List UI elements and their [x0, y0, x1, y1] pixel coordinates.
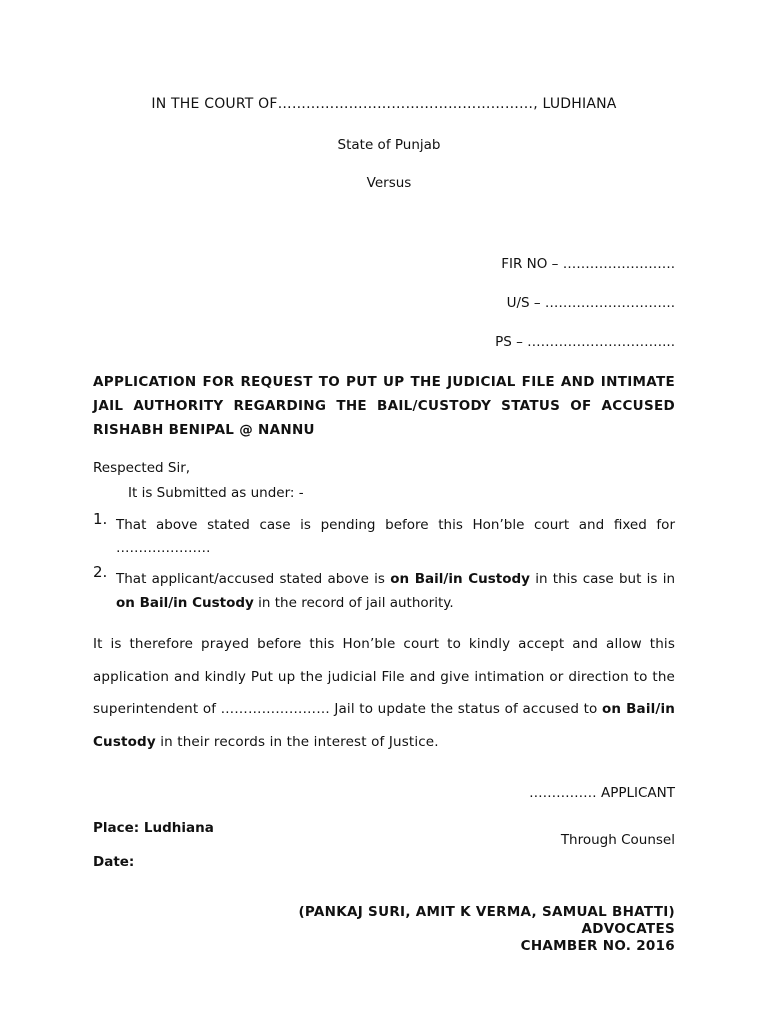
versus-label: Versus [366, 175, 412, 191]
advocate-names: (PANKAJ SURI, AMIT K VERMA, SAMUAL BHATTI) [298, 904, 675, 920]
prayer-text-after: in their records in the interest of Justice. [155, 733, 439, 750]
intro-line: It is Submitted as under: - [128, 485, 304, 501]
date-line: Date: [93, 854, 135, 870]
court-heading: IN THE COURT OF………………………………………………, LUDHIANA [151, 96, 617, 112]
prayer-text-before: It is therefore prayed before this Hon’ble court to kindly accept and allow this application and kindly Put up the judicial File and give intimation or direction to the superintendent of …………………… Jail to update the status of accused to [93, 636, 675, 717]
prayer-paragraph [93, 628, 675, 758]
us-section-line [507, 295, 675, 311]
police-station-line [495, 334, 675, 350]
item-2-text [116, 567, 675, 615]
item-2-text-after: in the record of jail authority. [253, 595, 454, 611]
item-2-number: 2. [93, 563, 108, 581]
us-section-text: U/S – ……………………….. [506, 295, 675, 311]
item-2-status-bold-1: on Bail/in Custody [390, 571, 530, 587]
prayer-status-bold: on Bail/in Custody [93, 701, 675, 750]
item-1-number: 1. [93, 510, 108, 528]
complainant-party: State of Punjab [337, 137, 441, 153]
item-2-text-middle: in this case but is in [529, 571, 676, 587]
fir-number-line [501, 256, 675, 272]
item-1-text: That above stated case is pending before this Hon’ble court and fixed for ………………… [116, 517, 675, 556]
place-line: Place: Ludhiana [93, 820, 214, 836]
chamber-number: CHAMBER NO. 2016 [520, 938, 675, 954]
item-2-status-bold-2: on Bail/in Custody [116, 595, 254, 611]
application-title: APPLICATION FOR REQUEST TO PUT UP THE JUDICIAL FILE AND INTIMATE JAIL AUTHORITY REGARDING THE BAIL/CUSTODY STATUS OF ACCUSED RISHABH BENIPAL @ NANNU [93, 374, 675, 438]
advocate-role: ADVOCATES [581, 921, 675, 937]
through-counsel: Through Counsel [560, 832, 675, 848]
item-2-text-before: That applicant/accused stated above is [116, 571, 391, 587]
police-station-text: PS – …………………………... [495, 334, 675, 350]
fir-number-text: FIR NO – ……………………. [501, 256, 675, 272]
applicant-line: …………… APPLICANT [529, 785, 675, 801]
salutation: Respected Sir, [93, 460, 191, 476]
